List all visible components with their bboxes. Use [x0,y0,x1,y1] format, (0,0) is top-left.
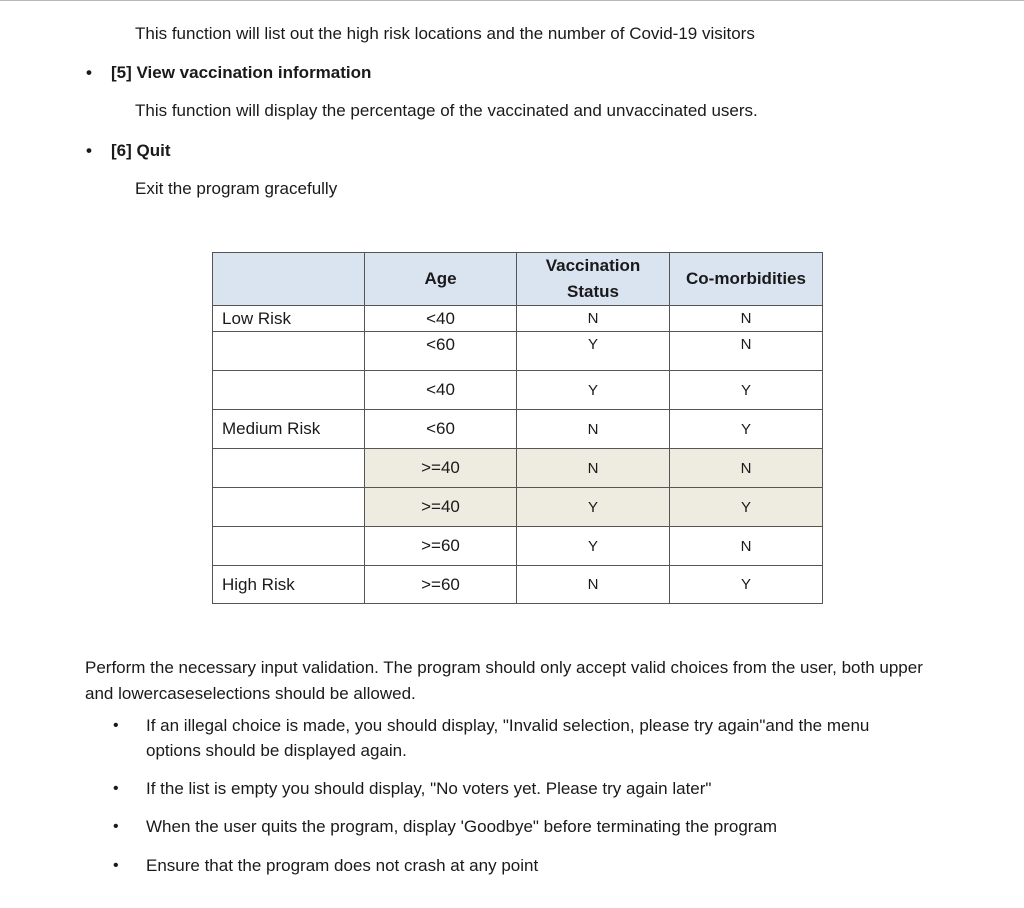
bullet-icon: • [113,818,119,835]
comorbidities-cell: Y [670,371,823,410]
age-cell: >=60 [365,566,517,604]
comorbidities-cell: N [670,449,823,488]
age-cell: >=60 [365,527,517,566]
age-cell: <40 [365,306,517,332]
comorbidities-cell [670,332,823,371]
bullet-icon: • [86,63,92,82]
vaccination-cell: N [517,410,670,449]
risk-label: Medium Risk [213,410,365,449]
risk-label: High Risk [213,566,365,604]
vaccination-cell: Y [517,488,670,527]
age-cell: >=40 [365,449,517,488]
vaccination-cell [517,332,670,371]
table-row [213,371,823,410]
header-risk [213,253,365,306]
table-row [213,306,823,332]
list-item-text: When the user quits the program, display 'Goodbye" before terminating the program [146,817,778,836]
menu-item-label: [5] View vaccination information [111,63,372,82]
risk-label [213,449,365,488]
table-row [213,527,823,566]
risk-label: Low Risk [213,306,365,332]
bullet-icon: • [113,857,119,874]
list-item-text: If an illegal choice is made, you should display, "Invalid selection, please try again"and the menu options should be displayed again. [146,716,870,760]
age-cell: >=40 [365,488,517,527]
header-age: Age [365,253,517,306]
risk-label [213,527,365,566]
table-row [213,449,823,488]
table-row [213,488,823,527]
header-vaccination-line1: Vaccination [545,256,641,275]
table-row [213,410,823,449]
vaccination-cell: Y [517,527,670,566]
risk-label [213,332,365,371]
table-row [213,566,823,604]
menu-item-view-vaccination [86,63,371,83]
comorbidities-cell: Y [670,566,823,604]
validation-paragraph: Perform the necessary input validation. The program should only accept valid choices from the user, both upper and lowercaseselections should be allowed. [85,658,923,703]
comorbidities-cell: Y [670,410,823,449]
vaccination-cell: Y [517,371,670,410]
header-comorbidities: Co-morbidities [670,253,823,306]
bullet-icon: • [113,717,119,734]
menu-item-quit [86,141,171,161]
menu-item-description: Exit the program gracefully [135,179,338,198]
risk-table [212,252,823,604]
comorbidities-cell: N [670,527,823,566]
age-value: <60 [426,335,455,354]
comorbidities-value: N [740,336,752,353]
comorbidities-cell: N [670,306,823,332]
list-item-text: If the list is empty you should display, "No voters yet. Please try again later" [146,779,712,798]
menu-item-label: [6] Quit [111,141,171,160]
age-cell: <60 [365,410,517,449]
vaccination-cell: N [517,449,670,488]
age-cell [365,332,517,371]
item4-description: This function will list out the high risk locations and the number of Covid-19 visitors [135,24,755,43]
comorbidities-cell: Y [670,488,823,527]
list-item-text: Ensure that the program does not crash at any point [146,856,539,875]
vaccination-value: Y [587,336,598,353]
table-header-row [213,253,823,306]
risk-label [213,371,365,410]
risk-label [213,488,365,527]
menu-item-description: This function will display the percentage of the vaccinated and unvaccinated users. [135,101,758,120]
bullet-icon: • [86,141,92,160]
age-cell: <40 [365,371,517,410]
bullet-icon: • [113,780,119,797]
header-vaccination-line2: Status [567,282,619,301]
table-row [213,332,823,371]
vaccination-cell: N [517,306,670,332]
page-top-border [0,0,1024,1]
vaccination-cell: N [517,566,670,604]
header-vaccination-status [517,253,670,306]
